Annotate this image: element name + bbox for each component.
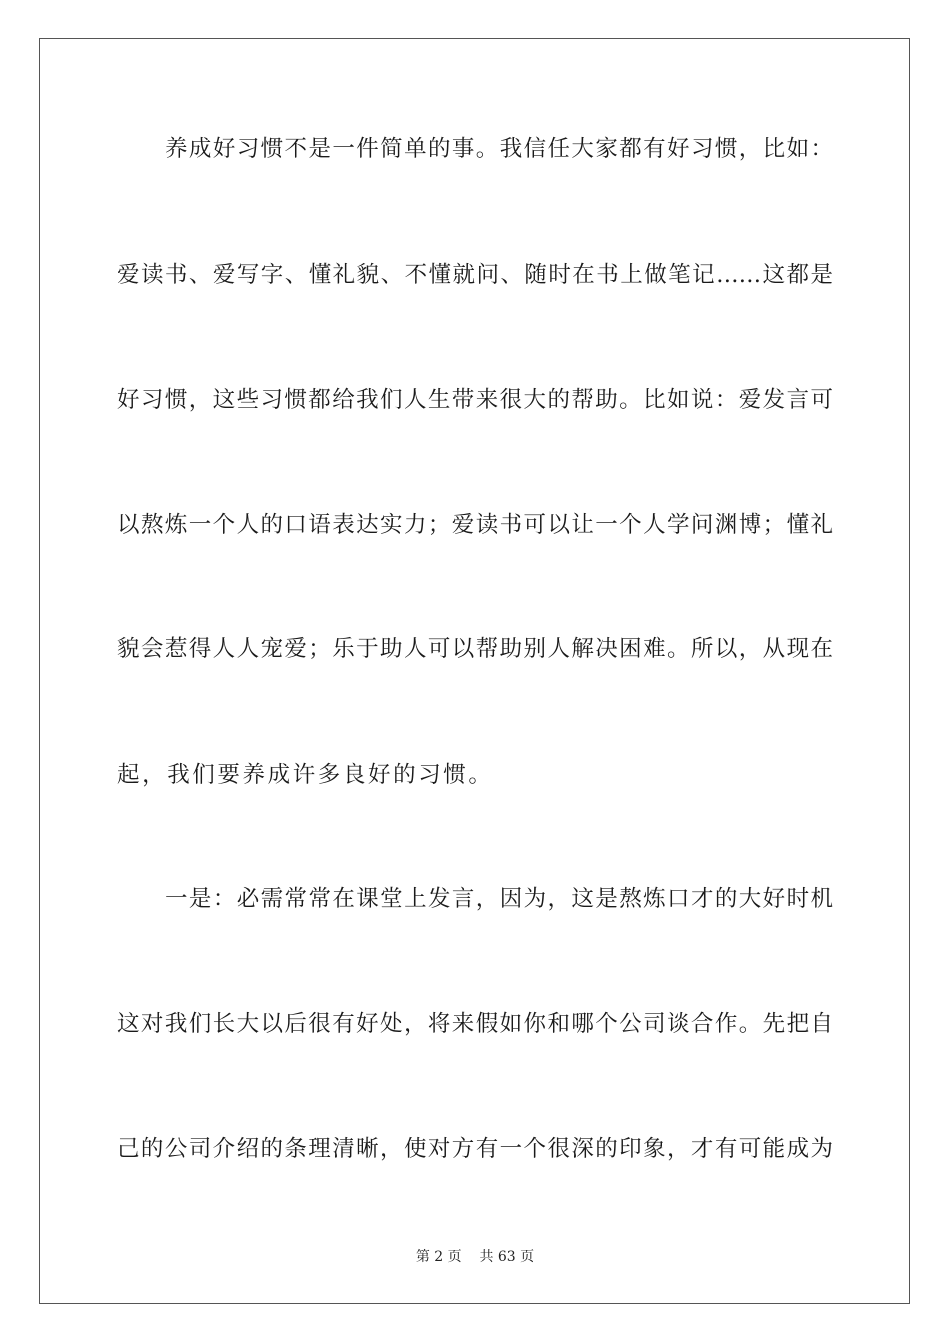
page-border (39, 38, 910, 1304)
text-line: 以熬炼一个人的口语表达实力；爱读书可以让一个人学问渊博；懂礼 (117, 512, 833, 538)
text-line: 一是：必需常常在课堂上发言，因为，这是熬炼口才的大好时机 (165, 886, 833, 912)
text-line: 貌会惹得人人宠爱；乐于助人可以帮助别人解决困难。所以，从现在 (117, 636, 833, 662)
text-line: 好习惯，这些习惯都给我们人生带来很大的帮助。比如说：爱发言可 (117, 387, 833, 413)
text-line: 起，我们要养成许多良好的习惯。 (117, 762, 494, 788)
text-line: 爱读书、爱写字、懂礼貌、不懂就问、随时在书上做笔记……这都是 (117, 262, 833, 288)
text-line: 己的公司介绍的条理清晰，使对方有一个很深的印象，才有可能成为 (117, 1136, 833, 1162)
text-line: 这对我们长大以后很有好处，将来假如你和哪个公司谈合作。先把自 (117, 1011, 833, 1037)
page-footer (0, 1247, 950, 1267)
text-line: 养成好习惯不是一件简单的事。我信任大家都有好习惯，比如： (165, 136, 833, 162)
page-number: 第 2 页 (415, 1249, 462, 1265)
page-total: 共 63 页 (479, 1249, 535, 1265)
